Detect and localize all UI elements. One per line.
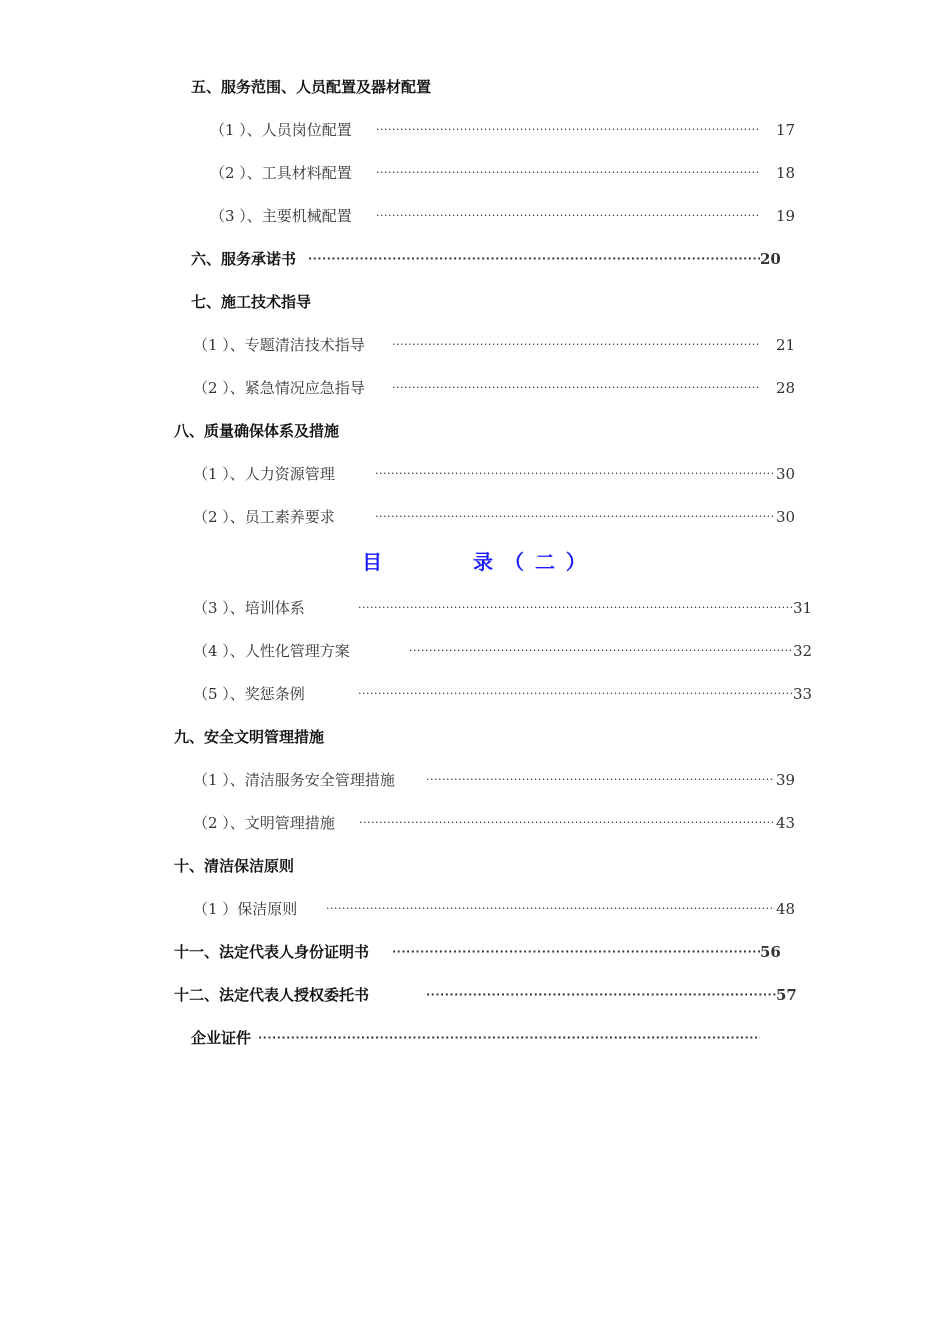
page-number: 31 — [793, 599, 813, 617]
toc-entry-label: （1 ）、人力资源管理 — [193, 465, 335, 483]
toc-entry-5-2[interactable] — [210, 161, 810, 185]
toc-entry-label: （2 ）、紧急情况应急指导 — [193, 379, 365, 397]
toc-heading-label: 十二、法定代表人授权委托书 — [174, 986, 370, 1004]
toc-heading-label: 六、服务承诺书 — [191, 250, 297, 268]
dot-leader — [358, 596, 792, 620]
toc-entry-label: （3 ）、培训体系 — [193, 599, 305, 617]
toc-heading-label: 十一、法定代表人身份证明书 — [174, 943, 370, 961]
dot-leader — [308, 247, 760, 271]
page-number: 33 — [793, 685, 813, 703]
page-number: 17 — [776, 121, 796, 139]
dot-leader — [426, 983, 776, 1007]
toc-entry-5-3[interactable] — [210, 204, 810, 228]
page-number: 56 — [760, 943, 781, 961]
toc-heading-12[interactable] — [174, 983, 814, 1007]
dot-leader — [376, 118, 760, 142]
toc-heading-label: 企业证件 — [191, 1029, 252, 1047]
toc-entry-label: （4 ）、人性化管理方案 — [193, 642, 350, 660]
dot-leader — [326, 897, 775, 921]
dot-leader — [258, 1026, 760, 1050]
toc-heading-9: 九、安全文明管理措施 — [174, 728, 325, 746]
page-number: 19 — [776, 207, 796, 225]
toc-entry-7-2[interactable] — [193, 376, 813, 400]
page-number: 18 — [776, 164, 796, 182]
toc-entry-label: （1 ）、人员岗位配置 — [210, 121, 352, 139]
toc-entry-5-1[interactable] — [210, 118, 810, 142]
page-number: 39 — [776, 771, 796, 789]
dot-leader — [376, 161, 760, 185]
dot-leader — [409, 639, 792, 663]
toc-entry-label: （3 ）、主要机械配置 — [210, 207, 352, 225]
toc-entry-8-1[interactable] — [193, 462, 813, 486]
page-number: 20 — [760, 250, 781, 268]
toc-heading-10: 十、清洁保洁原则 — [174, 857, 295, 875]
page-number: 32 — [793, 642, 813, 660]
toc-entry-9-2[interactable] — [193, 811, 813, 835]
toc-entry-7-1[interactable] — [193, 333, 813, 357]
toc-entry-label: （2 ）、文明管理措施 — [193, 814, 335, 832]
toc-entry-8-5[interactable] — [193, 682, 823, 706]
toc-entry-8-3[interactable] — [193, 596, 823, 620]
dot-leader — [376, 204, 760, 228]
toc-heading-7: 七、施工技术指导 — [191, 293, 312, 311]
toc-title-char: 目 — [362, 550, 385, 574]
toc-entry-label: （1 ）、专题清洁技术指导 — [193, 336, 365, 354]
dot-leader — [358, 682, 792, 706]
dot-leader — [392, 940, 760, 964]
toc-heading-8: 八、质量确保体系及措施 — [174, 422, 340, 440]
page-number: 30 — [776, 508, 796, 526]
page-number: 43 — [776, 814, 796, 832]
toc-heading-13[interactable] — [191, 1026, 771, 1050]
page-number: 30 — [776, 465, 796, 483]
toc-entry-label: （2 ）、员工素养要求 — [193, 508, 335, 526]
toc-entry-8-2[interactable] — [193, 505, 813, 529]
toc-entry-label: （5 ）、奖惩条例 — [193, 685, 305, 703]
toc-entry-9-1[interactable] — [193, 768, 813, 792]
page-number: 28 — [776, 379, 796, 397]
toc-entry-label: （1 ）、清洁服务安全管理措施 — [193, 771, 395, 789]
toc-heading-11[interactable] — [174, 940, 794, 964]
dot-leader — [426, 768, 775, 792]
page-number: 21 — [776, 336, 796, 354]
toc-entry-label: （1 ）保洁原则 — [193, 900, 298, 918]
dot-leader — [392, 333, 760, 357]
toc-entry-10-1[interactable] — [193, 897, 813, 921]
page-number: 57 — [776, 986, 797, 1004]
toc-entry-label: （2 ）、工具材料配置 — [210, 164, 352, 182]
toc-title-part-2 — [0, 546, 950, 575]
dot-leader — [375, 505, 775, 529]
page-number: 48 — [776, 900, 796, 918]
toc-heading-6[interactable] — [191, 247, 791, 271]
dot-leader — [392, 376, 760, 400]
dot-leader — [375, 462, 775, 486]
toc-title-rest: 录 （ 二 ） — [473, 550, 588, 574]
toc-entry-8-4[interactable] — [193, 639, 823, 663]
dot-leader — [359, 811, 775, 835]
toc-heading-5: 五、服务范围、人员配置及器材配置 — [191, 78, 432, 96]
